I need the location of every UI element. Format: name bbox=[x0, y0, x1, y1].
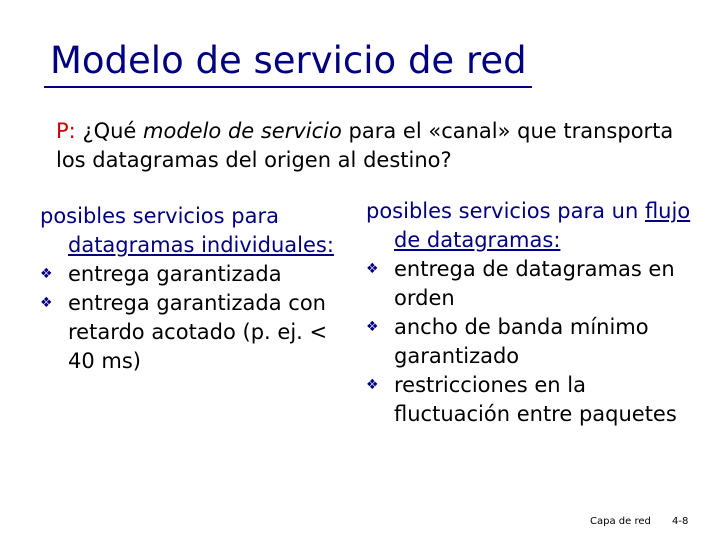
list-item bbox=[366, 313, 696, 371]
right-column bbox=[366, 197, 696, 429]
diamond-bullet-icon: ❖ bbox=[366, 261, 379, 277]
list-item bbox=[366, 255, 696, 313]
diamond-bullet-icon: ❖ bbox=[40, 266, 53, 282]
question-text-after: para el «canal» que transporta los datagramas del origen al destino? bbox=[56, 119, 674, 172]
right-heading-line: posibles servicios para un bbox=[366, 199, 639, 223]
right-heading bbox=[366, 197, 696, 255]
list-item bbox=[366, 371, 696, 429]
question-prefix: P: bbox=[56, 119, 76, 143]
list-item bbox=[40, 289, 360, 376]
list-item-text: entrega de datagramas en orden bbox=[394, 257, 675, 310]
list-item-text: entrega garantizada bbox=[68, 262, 282, 286]
list-item-text: restricciones en la fluctuación entre paquetes bbox=[394, 373, 677, 426]
left-column bbox=[40, 202, 360, 376]
diamond-bullet-icon: ❖ bbox=[40, 295, 53, 311]
left-heading-underlined: datagramas individuales: bbox=[68, 233, 334, 257]
footer-label: Capa de red bbox=[590, 516, 651, 527]
left-bullet-list bbox=[40, 260, 360, 376]
left-heading bbox=[40, 202, 360, 260]
list-item bbox=[40, 260, 360, 289]
left-heading-line: posibles servicios para bbox=[40, 204, 279, 228]
question-text-before: ¿Qué bbox=[82, 119, 137, 143]
question-text bbox=[56, 117, 676, 175]
slide-title: Modelo de servicio de red bbox=[50, 39, 527, 82]
list-item-text: entrega garantizada con retardo acotado (p. ej. < 40 ms) bbox=[68, 291, 328, 373]
list-item-text: ancho de banda mínimo garantizado bbox=[394, 315, 649, 368]
page-number: 4-8 bbox=[672, 516, 689, 527]
right-bullet-list bbox=[366, 255, 696, 429]
diamond-bullet-icon: ❖ bbox=[366, 319, 379, 335]
diamond-bullet-icon: ❖ bbox=[366, 377, 379, 393]
question-italic: modelo de servicio bbox=[143, 119, 342, 143]
right-heading-underlined: flujo de datagramas: bbox=[394, 199, 691, 252]
title-underline bbox=[44, 86, 532, 88]
